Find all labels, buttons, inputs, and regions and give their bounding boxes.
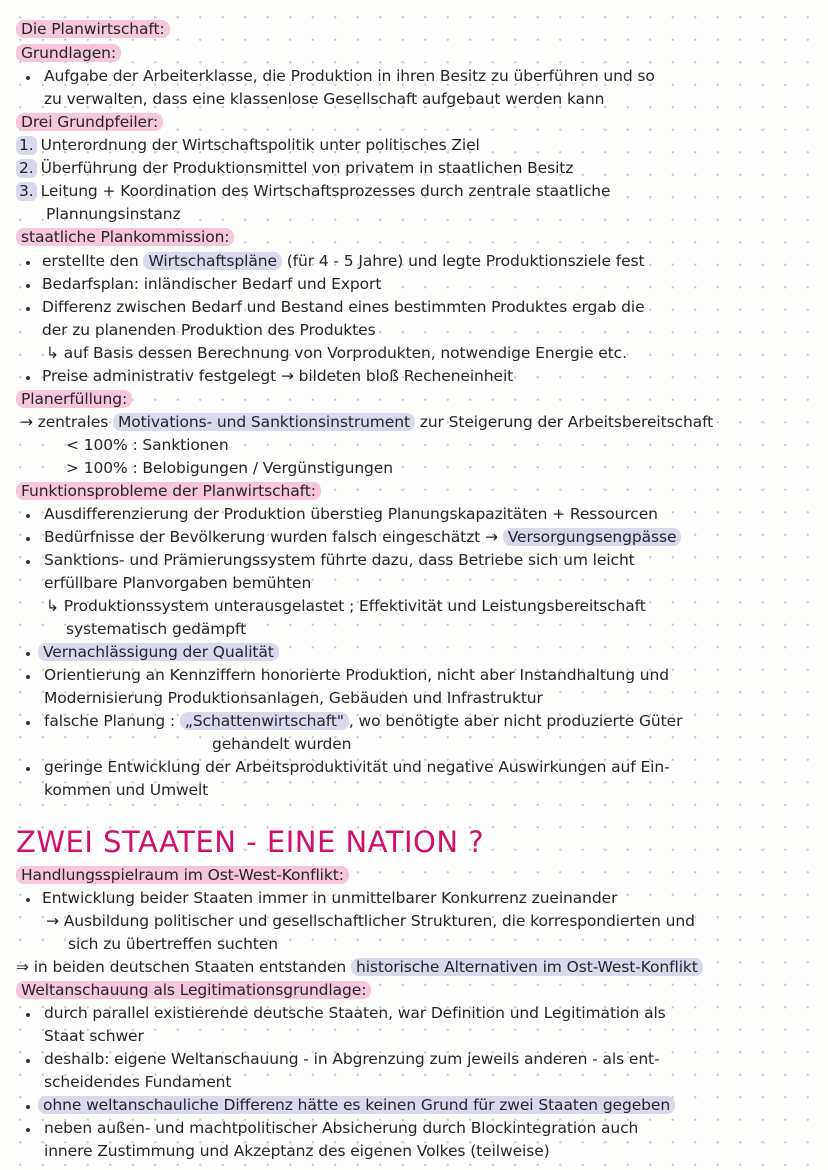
text-line: ohne weltanschauliche Differenz hätte es keinen Grund für zwei Staaten gegeben [38, 1096, 675, 1115]
list-item: 1. Unterordnung der Wirtschaftspolitik unter politisches Ziel [16, 136, 480, 155]
text-line: → zentrales Motivations- und Sanktionsinstrument zur Steigerung der Arbeitsbereitschaft [20, 413, 714, 431]
text-line: Ausdifferenzierung der Produktion überstieg Planungskapazitäten + Ressourcen [44, 505, 658, 523]
bullet [26, 376, 30, 380]
text-line: neben außen- und machtpolitischer Absicherung durch Blockintegration auch [44, 1119, 639, 1137]
list-item: 3. Leitung + Koordination des Wirtschaftsprozesses durch zentrale staatliche [16, 182, 610, 201]
list-item: 2. Überführung der Produktionsmittel von privatem in staatlichen Besitz [16, 159, 573, 178]
heading-planerfuellung: Planerfüllung: [16, 390, 132, 409]
text-line: Sanktions- und Prämierungssystem führte dazu, dass Betriebe sich um leicht [44, 551, 635, 569]
text-line: ⇒ in beiden deutschen Staaten entstanden historische Alternativen im Ost-West-Konflikt [16, 958, 703, 977]
text-line: erstellte den Wirtschaftspläne (für 4 - 5 Jahre) und legte Produktionsziele fest [42, 252, 645, 270]
text-line: ↳ auf Basis dessen Berechnung von Vorprodukten, notwendige Energie etc. [46, 344, 627, 362]
bullet [26, 652, 30, 656]
text-line: gehandelt wurden [212, 735, 352, 753]
text-line: kommen und Umwelt [44, 781, 209, 799]
text-line: Aufgabe der Arbeiterklasse, die Produktion in ihren Besitz zu überführen und so [44, 67, 655, 85]
bullet [26, 560, 30, 564]
text-line: systematisch gedämpft [66, 620, 247, 638]
bullet [26, 1105, 30, 1109]
bullet [26, 767, 30, 771]
text-line: der zu planenden Produktion des Produktes [42, 321, 376, 339]
bullet [26, 1013, 30, 1017]
text-line: scheidendes Fundament [44, 1073, 232, 1091]
text-line: → Ausbildung politischer und gesellschaftlicher Strukturen, die korrespondierten und [46, 912, 695, 930]
text-line: ↳ Produktionssystem unterausgelastet ; Effektivität und Leistungsbereitschaft [46, 597, 646, 615]
text-line: Entwicklung beider Staaten immer in unmittelbarer Konkurrenz zueinander [42, 889, 618, 907]
text-line: Staat schwer [44, 1027, 144, 1045]
heading-funktionsprobleme: Funktionsprobleme der Planwirtschaft: [16, 482, 321, 501]
text-line: zu verwalten, dass eine klassenlose Gesellschaft aufgebaut werden kann [44, 90, 605, 108]
bullet [26, 898, 30, 902]
text-line: erfüllbare Planvorgaben bemühten [44, 574, 312, 592]
text-line: Bedürfnisse der Bevölkerung wurden falsch eingeschätzt → Versorgungsengpässe [44, 528, 681, 547]
bullet [26, 1059, 30, 1063]
text-line: Modernisierung Produktionsanlagen, Gebäuden und Infrastruktur [44, 689, 543, 707]
text-line: > 100% : Belobigungen / Vergünstigungen [66, 459, 393, 477]
text-line: deshalb: eigene Weltanschauung - in Abgrenzung zum jeweils anderen - als ent- [44, 1050, 660, 1068]
bullet [26, 261, 30, 265]
bullet [26, 675, 30, 679]
bullet [26, 721, 30, 725]
heading-handlungsspielraum: Handlungsspielraum im Ost-West-Konflikt: [16, 866, 349, 885]
text-line: Plannungsinstanz [46, 205, 181, 223]
text-line: Orientierung an Kennziffern honorierte Produktion, nicht aber Instandhaltung und [44, 666, 669, 684]
section-title-planwirtschaft: Die Planwirtschaft: [16, 20, 170, 39]
bullet [26, 284, 30, 288]
text-line: sich zu übertreffen suchten [68, 935, 278, 953]
bullet [26, 307, 30, 311]
heading-weltanschauung: Weltanschauung als Legitimationsgrundlage: [16, 981, 371, 1000]
text-line: < 100% : Sanktionen [66, 436, 229, 454]
bullet [26, 514, 30, 518]
text-line: durch parallel existierende deutsche Staaten, war Definition und Legitimation als [44, 1004, 666, 1022]
text-line: Vernachlässigung der Qualität [38, 643, 279, 662]
text-line: Bedarfsplan: inländischer Bedarf und Export [42, 275, 382, 293]
bullet [26, 1128, 30, 1132]
bullet [26, 537, 30, 541]
text-line: innere Zustimmung und Akzeptanz des eigenen Volkes (teilweise) [44, 1142, 550, 1160]
heading-grundlagen: Grundlagen: [16, 44, 121, 63]
heading-plankommission: staatliche Plankommission: [16, 228, 234, 247]
text-line: geringe Entwicklung der Arbeitsproduktivität und negative Auswirkungen auf Ein- [44, 758, 670, 776]
bullet [26, 76, 30, 80]
text-line: falsche Planung : „Schattenwirtschaft" , wo benötigte aber nicht produzierte Güter [44, 712, 683, 730]
section-title-zwei-staaten: ZWEI STAATEN - EINE NATION ? [16, 825, 485, 859]
text-line: Preise administrativ festgelegt → bildeten bloß Recheneinheit [42, 367, 514, 385]
text-line: Differenz zwischen Bedarf und Bestand eines bestimmten Produktes ergab die [42, 298, 645, 316]
heading-grundpfeiler: Drei Grundpfeiler: [16, 113, 163, 132]
